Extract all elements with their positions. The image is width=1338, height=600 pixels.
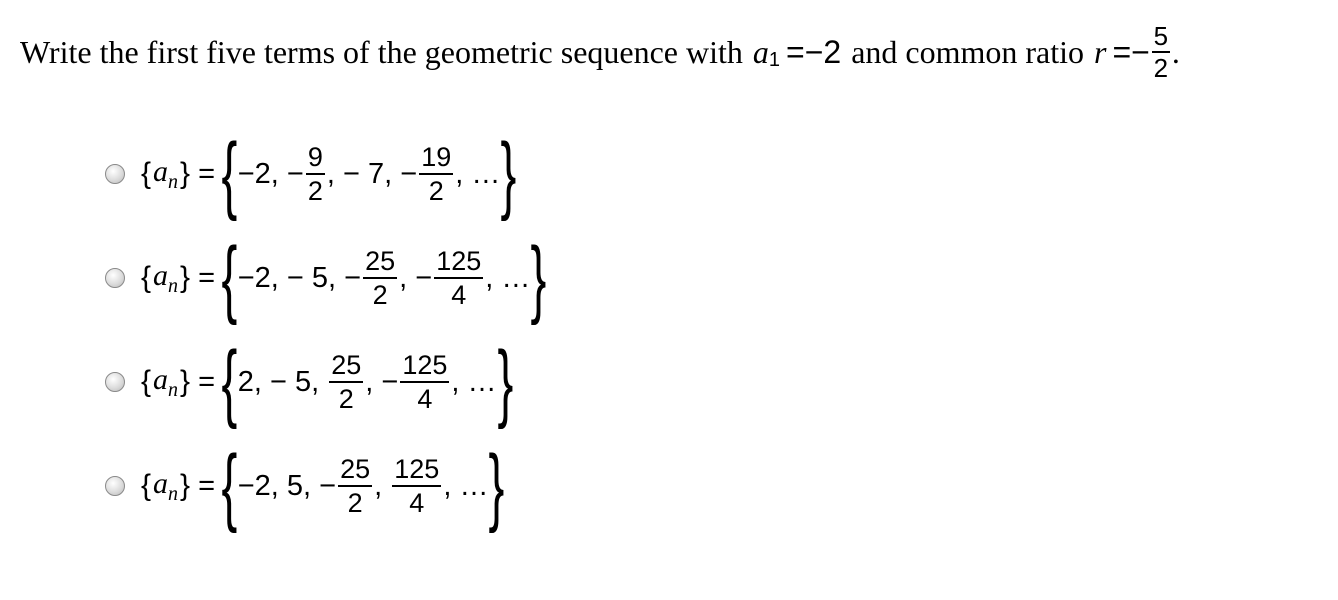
option-1[interactable] <box>105 122 547 226</box>
radio-button[interactable] <box>105 476 125 496</box>
ratio-numerator: 5 <box>1153 21 1169 51</box>
term-fraction: $\frac{125}{4}$ <box>394 454 440 518</box>
radio-button[interactable] <box>105 164 125 184</box>
sequence-variable: $a_n$ <box>153 258 179 297</box>
sequence-variable: $a_n$ <box>153 466 179 505</box>
option-expression: { $a_n$ } = { −2, − $\frac{9}{2}$ , − 7, − $\frac{19}{2}$ , … } <box>141 126 517 222</box>
ratio-fraction <box>1152 21 1170 83</box>
r-variable: r <box>1094 34 1107 70</box>
term-fraction: $\frac{9}{2}$ <box>307 142 323 206</box>
radio-button[interactable] <box>105 268 125 288</box>
answer-options <box>105 122 547 538</box>
question-text <box>20 16 1180 88</box>
option-2[interactable] <box>105 226 547 330</box>
option-expression: { $a_n$ } = { −2, 5, − $\frac{25}{2}$ , $\frac{125}{4}$ , … } <box>141 438 505 534</box>
sequence-variable: $a_n$ <box>153 362 179 401</box>
term-fraction: $\frac{125}{4}$ <box>436 246 482 310</box>
term-fraction: $\frac{25}{2}$ <box>365 246 396 310</box>
a1-variable: a <box>752 34 769 70</box>
term-fraction: $\frac{19}{2}$ <box>421 142 452 206</box>
r-equals: =− <box>1112 34 1150 70</box>
radio-button[interactable] <box>105 372 125 392</box>
option-expression: { $a_n$ } = { −2, − 5, − $\frac{25}{2}$ , − $\frac{125}{4}$ , … } <box>141 230 547 326</box>
option-4[interactable] <box>105 434 547 538</box>
ratio-denominator: 2 <box>1153 53 1169 83</box>
a1-subscript: 1 <box>768 49 781 71</box>
term-fraction: $\frac{25}{2}$ <box>340 454 371 518</box>
a1-value: =−2 <box>786 34 842 70</box>
question-end: . <box>1171 34 1180 70</box>
term-fraction: $\frac{25}{2}$ <box>331 350 362 414</box>
term-fraction: $\frac{125}{4}$ <box>402 350 448 414</box>
question-middle: and common ratio <box>851 34 1085 70</box>
question-prefix: Write the first five terms of the geometric sequence with <box>20 34 743 70</box>
option-expression: { $a_n$ } = { 2, − 5, $\frac{25}{2}$ , − $\frac{125}{4}$ , … } <box>141 334 513 430</box>
option-3[interactable] <box>105 330 547 434</box>
sequence-variable: $a_n$ <box>153 154 179 193</box>
